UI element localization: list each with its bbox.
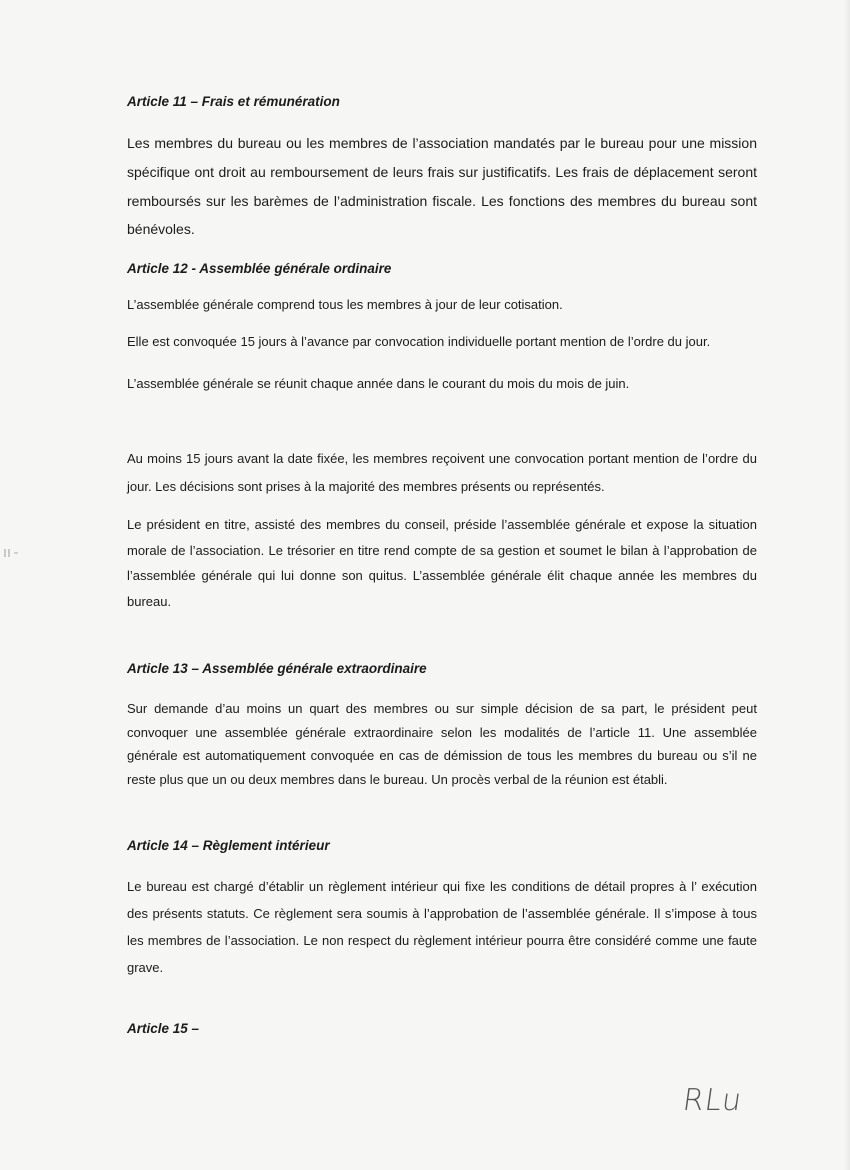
article-11-heading: Article 11 – Frais et rémunération <box>127 94 340 109</box>
article-12-heading: Article 12 - Assemblée générale ordinaire <box>127 261 392 276</box>
article-14-heading: Article 14 – Règlement intérieur <box>127 838 330 853</box>
article-12-paragraph-1: L’assemblée générale comprend tous les membres à jour de leur cotisation. <box>127 297 563 312</box>
handwritten-initials: RLu <box>680 1083 745 1118</box>
article-13-heading: Article 13 – Assemblée générale extraordinaire <box>127 661 427 676</box>
article-12-paragraph-5: Le président en titre, assisté des membres du conseil, préside l’assemblée générale et expose la situation morale de l’association. Le trésorier en titre rend compte de sa gestion et soumet le bilan à l’approbation de l’assemblée générale qui lui donne son quitus. L’assemblée générale élit chaque année les membres du bureau. <box>127 517 757 609</box>
article-12-paragraph-3: L’assemblée générale se réunit chaque année dans le courant du mois du mois de juin. <box>127 376 630 391</box>
margin-punch-mark <box>2 547 20 559</box>
article-15-heading: Article 15 – <box>127 1021 200 1036</box>
article-14-text: Le bureau est chargé d’établir un règlement intérieur qui fixe les conditions de détail propres à l’ exécution des présents statuts. Ce règlement sera soumis à l’approbation de l’assemblée générale. Il s’impose à tous les membres de l’association. Le non respect du règlement intérieur pourra être considéré comme une faute grave. <box>127 879 757 975</box>
article-11-text: Les membres du bureau ou les membres de l’association mandatés par le bureau pour une mission spécifique ont droit au remboursement de leurs frais sur justificatifs. Les frais de déplacement seront remboursés sur les barèmes de l’administration fiscale. Les fonctions des membres du bureau sont bénévoles. <box>127 135 757 238</box>
article-12-paragraph-2: Elle est convoquée 15 jours à l’avance par convocation individuelle portant mention de l’ordre du jour. <box>127 334 711 349</box>
article-12-paragraph-4: Au moins 15 jours avant la date fixée, les membres reçoivent une convocation portant mention de l’ordre du jour. Les décisions sont prises à la majorité des membres présents ou représentés. <box>127 451 757 494</box>
page-edge-shadow <box>844 0 850 1170</box>
article-13-text: Sur demande d’au moins un quart des membres ou sur simple décision de sa part, le président peut convoquer une assemblée générale extraordinaire selon les modalités de l’article 11. Une assemblée générale est automatiquement convoquée en cas de démission de tous les membres du bureau ou s’il ne reste plus que un ou deux membres dans le bureau. Un procès verbal de la réunion est établi. <box>127 701 757 787</box>
